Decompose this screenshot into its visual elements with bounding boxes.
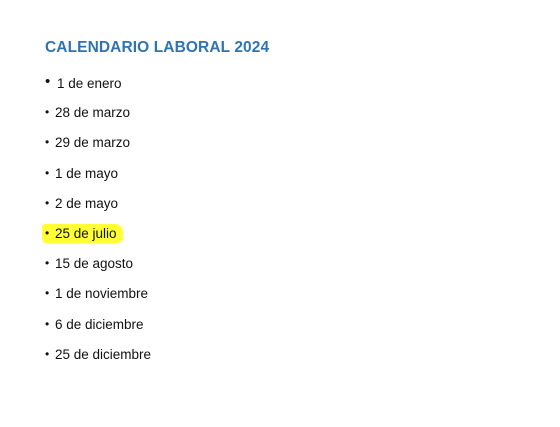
holiday-date: 25 de diciembre: [55, 346, 152, 362]
list-item: [45, 73, 550, 103]
list-item: [45, 194, 550, 224]
text-highlight: [42, 224, 123, 243]
holiday-date: 2 de mayo: [55, 195, 119, 211]
holiday-list: [45, 73, 550, 375]
holiday-date: 1 de noviembre: [55, 286, 149, 302]
bullet-icon: •: [45, 256, 50, 271]
document-title: CALENDARIO LABORAL 2024: [45, 39, 270, 56]
list-item: [45, 345, 550, 375]
holiday-date: 6 de diciembre: [55, 316, 144, 332]
list-item: [45, 103, 550, 133]
list-item: [45, 254, 550, 284]
list-item: [45, 315, 550, 345]
list-item: [45, 224, 550, 254]
bullet-icon: •: [45, 135, 50, 150]
holiday-date: 29 de marzo: [55, 135, 131, 151]
bullet-icon: •: [45, 73, 51, 90]
holiday-date-highlighted: 25 de julio: [55, 225, 117, 241]
document-page: [45, 38, 550, 417]
bullet-icon: •: [45, 165, 50, 180]
list-item: [45, 133, 550, 163]
holiday-date: 15 de agosto: [55, 256, 134, 272]
holiday-date: 1 de mayo: [55, 165, 119, 181]
bullet-icon: •: [45, 195, 50, 210]
list-item: [45, 164, 550, 194]
list-item: [45, 284, 550, 314]
holiday-date: 1 de enero: [57, 76, 122, 91]
bullet-icon: •: [45, 316, 50, 331]
bullet-icon: •: [45, 286, 50, 301]
bullet-icon: •: [45, 225, 50, 240]
holiday-date: 28 de marzo: [55, 105, 131, 121]
bullet-icon: •: [45, 105, 50, 120]
bullet-icon: •: [45, 346, 50, 361]
